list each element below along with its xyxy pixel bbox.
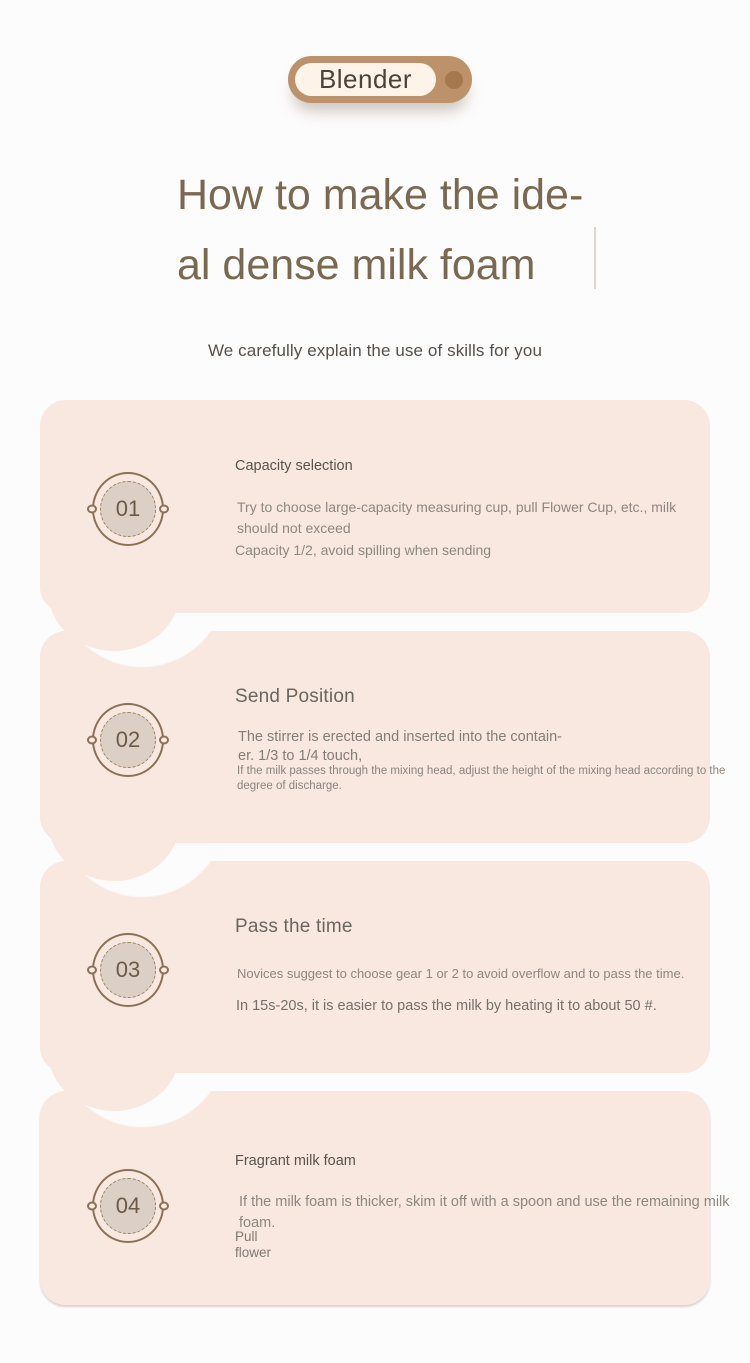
step-4-tail-line-2: flower — [235, 1245, 272, 1260]
badge-bead-right — [159, 505, 169, 514]
badge-bead-right — [159, 1202, 169, 1211]
step-1-body-2: Capacity 1/2, avoid spilling when sending — [235, 542, 492, 558]
step-1-number-badge — [92, 472, 164, 546]
title-caret-line — [594, 227, 596, 289]
step-2-title: Send Position — [235, 686, 355, 707]
badge-bead-left — [87, 505, 97, 514]
step-2-note: If the milk passes through the mixing head, adjust the height of the mixing head according to the degree of discharge. — [237, 765, 726, 792]
step-2-body-line-1: The stirrer is erected and inserted into the contain- — [238, 729, 562, 745]
step-4-tail — [235, 1229, 271, 1261]
brand-badge-label: Blender — [318, 64, 413, 94]
step-4-number-badge — [92, 1169, 164, 1243]
page-subtitle: We carefully explain the use of skills for you — [207, 341, 543, 360]
page-title-line-1: How to make the ide- — [177, 171, 584, 219]
badge-bead-right — [159, 966, 169, 975]
step-3-number: 03 — [100, 942, 156, 998]
step-4-body: If the milk foam is thicker, skim it off with a spoon and use the remaining milk foam. — [239, 1194, 730, 1231]
badge-bead-left — [87, 736, 97, 745]
brand-badge-inner — [295, 63, 436, 96]
step-1-title: Capacity selection — [235, 458, 353, 474]
badge-bead-right — [159, 736, 169, 745]
step-2-body — [238, 728, 562, 766]
page-title-line-2: al dense milk foam — [177, 241, 536, 289]
step-card-1 — [40, 400, 710, 613]
step-3-number-badge — [92, 933, 164, 1007]
badge-bead-left — [87, 966, 97, 975]
step-4-number: 04 — [100, 1178, 156, 1234]
step-card-4 — [40, 1091, 730, 1305]
brand-badge — [288, 56, 472, 103]
step-card-2 — [40, 631, 726, 843]
step-2-number: 02 — [100, 712, 156, 768]
page-title — [177, 160, 583, 300]
brand-badge-dot-icon — [445, 71, 463, 89]
step-4-title: Fragrant milk foam — [235, 1153, 356, 1169]
brand-badge-pill — [288, 56, 472, 103]
step-1-number: 01 — [100, 481, 156, 537]
step-2-number-badge — [92, 703, 164, 777]
step-3-title: Pass the time — [235, 916, 353, 937]
step-1-body: Try to choose large-capacity measuring cup, pull Flower Cup, etc., milk should not exceed — [237, 499, 677, 536]
step-2-body-line-2: er. 1/3 to 1/4 touch, — [238, 748, 363, 764]
badge-bead-left — [87, 1202, 97, 1211]
step-3-body: Novices suggest to choose gear 1 or 2 to avoid overflow and to pass the time. — [237, 966, 685, 981]
step-4-tail-line-1: Pull — [235, 1229, 258, 1244]
step-3-body-2: In 15s-20s, it is easier to pass the milk by heating it to about 50 #. — [236, 998, 657, 1014]
step-card-3 — [40, 861, 710, 1073]
